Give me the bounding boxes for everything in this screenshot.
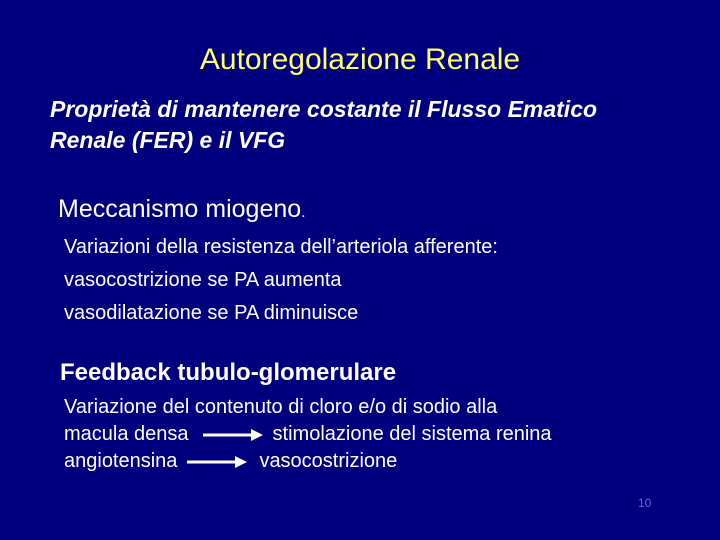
section-heading-tubuloglomerular: Feedback tubulo-glomerulare xyxy=(60,359,397,386)
right-arrow-icon xyxy=(203,428,263,442)
slide-title: Autoregolazione Renale xyxy=(199,43,521,76)
section-body-tubuloglomerular xyxy=(64,394,552,475)
myogenic-line-3: vasodilatazione se PA diminuisce xyxy=(64,302,359,324)
subtitle-line-2: Renale (FER) e il VFG xyxy=(50,127,286,153)
subtitle-line-1: Proprietà di mantenere costante il Flusso Ematico xyxy=(50,96,598,122)
slide-subtitle xyxy=(50,94,597,156)
section-heading-myogenic xyxy=(58,194,306,228)
tgf-line-3-right: vasocostrizione xyxy=(259,450,398,472)
right-arrow-icon xyxy=(187,455,247,469)
tgf-line-1-text: Variazione del contenuto di cloro e/o di sodio alla xyxy=(64,396,498,418)
section-body-myogenic xyxy=(64,231,498,330)
tgf-line-3 xyxy=(64,448,552,475)
myogenic-line-1: Variazioni della resistenza dell’arteriola afferente: xyxy=(64,236,498,258)
tgf-line-3-left: angiotensina xyxy=(64,450,178,472)
page-number: 10 xyxy=(638,496,652,510)
myogenic-line-2: vasocostrizione se PA aumenta xyxy=(64,269,342,291)
tgf-line-1 xyxy=(64,394,552,421)
tgf-line-2-left: macula densa xyxy=(64,423,189,445)
section-heading-myogenic-period: . xyxy=(301,204,306,221)
section-heading-myogenic-text: Meccanismo miogeno xyxy=(58,195,302,223)
tgf-line-2-right: stimolazione del sistema renina xyxy=(272,423,552,445)
tgf-line-2 xyxy=(64,421,552,448)
